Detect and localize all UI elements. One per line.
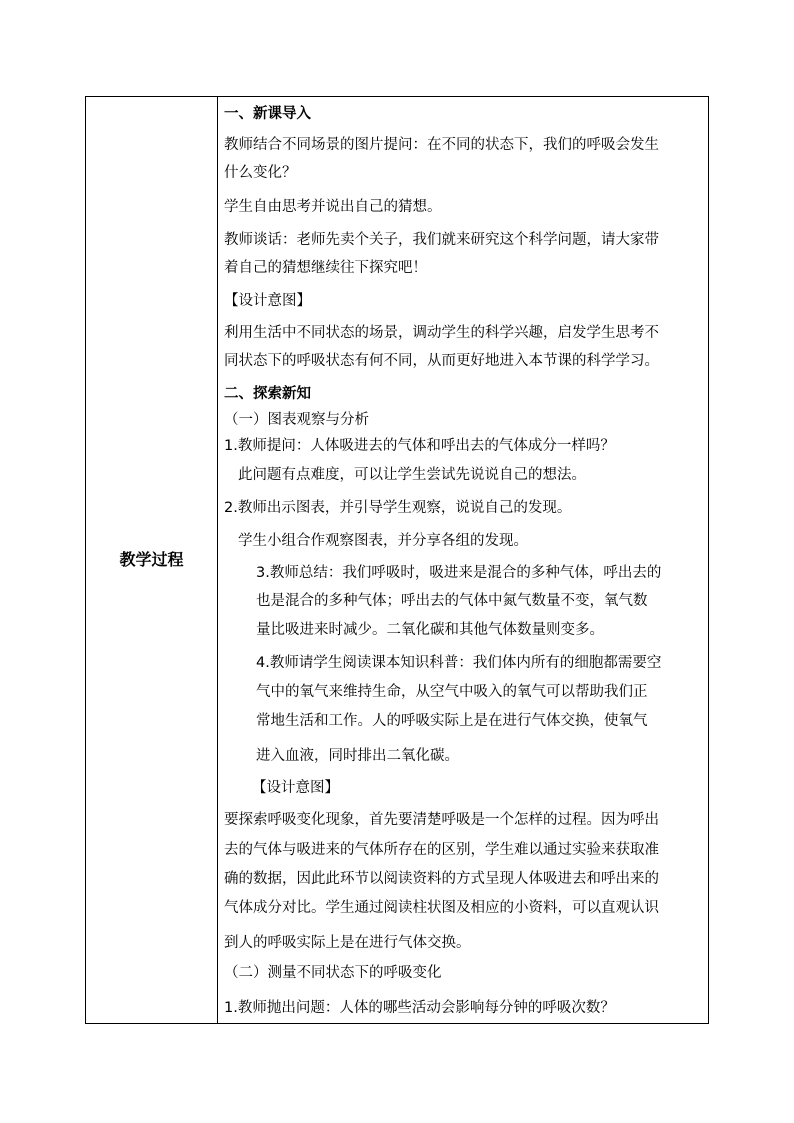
- text-line: 什么变化？: [224, 165, 297, 181]
- text-line: 2.教师出示图表，并引导学生观察，说说自己的发现。: [224, 500, 572, 516]
- design-intent-label: 【设计意图】: [252, 780, 339, 796]
- text-line: 着自己的猜想继续往下探究吧！: [224, 260, 427, 276]
- text-line: 学生自由思考并说出自己的猜想。: [224, 199, 442, 215]
- text-line: 同状态下的呼吸状态有何不同，从而更好地进入本节课的科学学习。: [224, 353, 659, 369]
- text-line: 气体成分对比。学生通过阅读柱状图及相应的小资料，可以直观认识: [224, 900, 659, 916]
- text-line: 进入血液，同时排出二氧化碳。: [256, 748, 459, 764]
- text-line: 要探索呼吸变化现象，首先要清楚呼吸是一个怎样的过程。因为呼出: [224, 812, 659, 828]
- row-label: 教学过程: [119, 550, 184, 569]
- text-line: 学生小组合作观察图表，并分享各组的发现。: [238, 533, 528, 549]
- content-cell: [218, 97, 710, 1023]
- design-intent-label: 【设计意图】: [224, 293, 311, 309]
- row-label-cell: [86, 97, 217, 1023]
- text-line: 常地生活和工作。人的呼吸实际上是在进行气体交换，使氧气: [256, 713, 648, 729]
- text-line: 也是混合的多种气体；呼出去的气体中氮气数量不变，氧气数: [256, 593, 648, 609]
- text-line: 确的数据，因此此环节以阅读资料的方式呈现人体吸进去和呼出来的: [224, 871, 659, 887]
- text-line: 教师谈话：老师先卖个关子，我们就来研究这个科学问题，请大家带: [224, 232, 659, 248]
- section-heading: 二、探索新知: [224, 386, 311, 402]
- text-line: 4.教师请学生阅读课本知识科普：我们体内所有的细胞都需要空: [256, 655, 662, 671]
- text-line: 气中的氧气来维持生命，从空气中吸入的氧气可以帮助我们正: [256, 684, 648, 700]
- subsection-heading: （二）测量不同状态下的呼吸变化: [224, 965, 442, 981]
- text-line: 1.教师提问：人体吸进去的气体和呼出去的气体成分一样吗？: [224, 438, 615, 454]
- text-line: 3.教师总结：我们呼吸时，吸进来是混合的多种气体，呼出去的: [256, 565, 662, 581]
- text-line: 利用生活中不同状态的场景，调动学生的科学兴趣，启发学生思考不: [224, 325, 659, 341]
- text-line: 到人的呼吸实际上是在进行气体交换。: [224, 935, 471, 951]
- text-line: 去的气体与吸进来的气体所存在的区别，学生难以通过实验来获取准: [224, 842, 659, 858]
- section-heading: 一、新课导入: [224, 106, 311, 122]
- text-line: 1.教师抛出问题：人体的哪些活动会影响每分钟的呼吸次数？: [224, 1000, 615, 1016]
- text-line: 量比吸进来时减少。二氧化碳和其他气体数量则变多。: [256, 622, 604, 638]
- text-line: 此问题有点难度，可以让学生尝试先说说自己的想法。: [238, 467, 586, 483]
- text-line: 教师结合不同场景的图片提问：在不同的状态下，我们的呼吸会发生: [224, 137, 659, 153]
- lesson-table: [85, 96, 709, 1024]
- subsection-heading: （一）图表观察与分析: [224, 412, 369, 428]
